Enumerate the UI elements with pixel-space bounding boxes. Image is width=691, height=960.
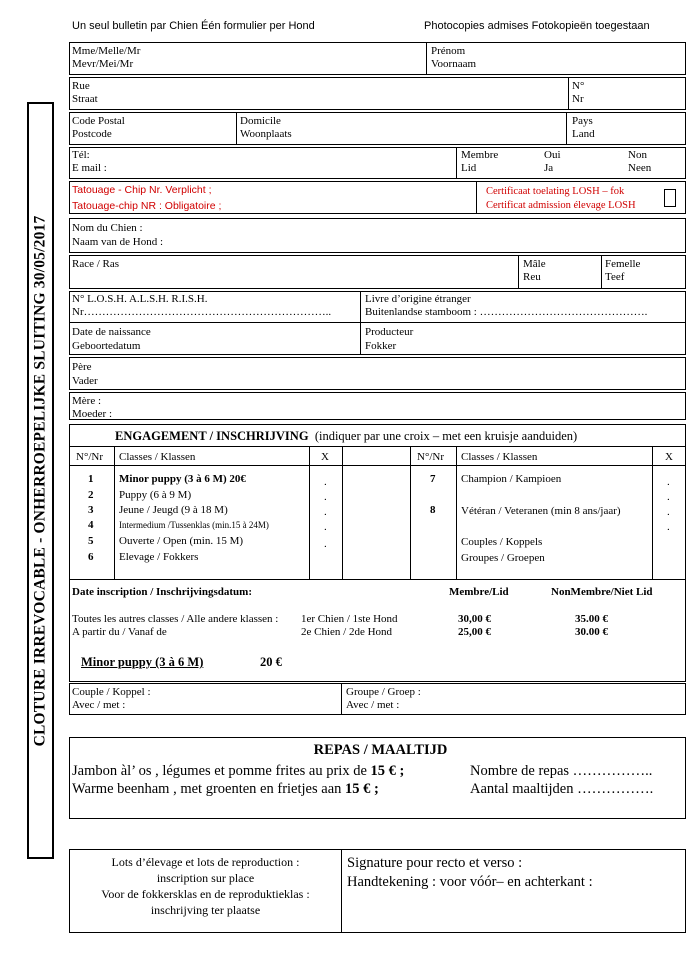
class-number: 7 — [430, 473, 436, 485]
male-label-nl: Reu — [523, 271, 541, 283]
member-label-fr: Membre — [461, 149, 499, 161]
divider — [456, 447, 457, 580]
engagement-subtitle: (indiquer par une croix – met een kruisje aanduiden) — [314, 429, 578, 443]
select-mark[interactable]: . — [667, 476, 670, 488]
header-right: Photocopies admises Fotokopieën toegestaan — [424, 20, 650, 32]
mother-field[interactable] — [69, 392, 686, 420]
postal-label-nl: Postcode — [72, 128, 112, 140]
certificate-label-2: Certificat admission élevage LOSH — [486, 200, 636, 211]
meal-price-nl: 15 € ; — [345, 781, 379, 797]
select-mark[interactable]: . — [324, 491, 327, 503]
col-x-left: X — [321, 451, 329, 463]
contact-field[interactable] — [69, 147, 457, 179]
race-label: Race / Ras — [72, 258, 120, 270]
nonmember-price-heading: NonMembre/Niet Lid — [551, 586, 653, 598]
class-number: 4 — [88, 519, 94, 531]
member-price-heading: Membre/Lid — [449, 586, 509, 598]
tel-label: Tél: — [72, 149, 90, 161]
price-row2-label: A partir du / Vanaf de — [72, 626, 167, 638]
class-number: 1 — [88, 473, 94, 485]
female-label-fr: Femelle — [605, 258, 641, 270]
class-number: 5 — [88, 535, 94, 547]
select-mark[interactable]: . — [324, 476, 327, 488]
class-couples: Couples / Koppels — [461, 536, 543, 548]
firstname-label-fr: Prénom — [431, 45, 466, 57]
father-field[interactable] — [69, 357, 686, 390]
street-label-nl: Straat — [72, 93, 98, 105]
engagement-title: ENGAGEMENT / INSCHRIJVING — [115, 429, 309, 443]
lots-line-1: Lots d’élevage et lots de reproduction : — [111, 855, 300, 869]
col-classes-right: Classes / Klassen — [461, 451, 538, 463]
divider — [342, 447, 343, 580]
race-field[interactable] — [69, 255, 519, 289]
country-label-nl: Land — [572, 128, 595, 140]
dog-name-label-fr: Nom du Chien : — [72, 222, 143, 234]
col-classes-left: Classes / Klassen — [119, 451, 196, 463]
select-mark[interactable]: . — [324, 521, 327, 533]
birth-label-fr: Date de naissance — [72, 326, 151, 338]
col-nr-left: N°/Nr — [76, 451, 104, 463]
divider — [652, 447, 653, 580]
postal-label-fr: Code Postal — [72, 115, 125, 127]
class-breeding: Elevage / Fokkers — [119, 551, 199, 563]
price-row2-member: 25,00 € — [458, 626, 491, 638]
col-x-right: X — [665, 451, 673, 463]
class-open: Ouverte / Open (min. 15 M) — [119, 535, 244, 547]
male-label-fr: Mâle — [523, 258, 546, 270]
chip-label-1: Tatouage - Chip Nr. Verplicht ; — [72, 184, 212, 196]
select-mark[interactable]: . — [667, 491, 670, 503]
street-label-fr: Rue — [72, 80, 90, 92]
registration-label: N° L.O.S.H. A.L.S.H. R.I.S.H. — [72, 293, 208, 305]
header-left: Un seul bulletin par Chien Één formulier per Hond — [72, 20, 315, 32]
city-label-fr: Domicile — [240, 115, 281, 127]
class-champion: Champion / Kampioen — [461, 473, 562, 485]
member-label-nl: Lid — [461, 162, 477, 174]
select-mark[interactable]: . — [667, 506, 670, 518]
divider — [69, 446, 686, 447]
price-row2-nonmember: 30.00 € — [575, 626, 608, 638]
price-row1-label: Toutes les autres classes / Alle andere klassen : — [72, 613, 279, 625]
couple-label: Couple / Koppel : — [72, 686, 151, 698]
country-label-fr: Pays — [572, 115, 593, 127]
origin-label-fr: Livre d’origine étranger — [365, 293, 471, 305]
origin-label-nl: Buitenlandse stamboom : ………………………………………. — [365, 306, 648, 318]
email-label: E mail : — [72, 162, 107, 174]
class-intermediate: Intermedium /Tussenklas (min.15 à 24M) — [119, 520, 269, 530]
divider — [410, 447, 411, 580]
meal-text-nl: Warme beenham , met groenten en frietjes aan — [72, 781, 346, 797]
title-label-fr: Mme/Melle/Mr — [72, 45, 141, 57]
minor-puppy-label: Minor puppy (3 à 6 M) — [81, 655, 204, 669]
lots-line-4: inschrijving ter plaatse — [150, 903, 261, 917]
divider — [69, 465, 686, 466]
member-yes-fr[interactable]: Oui — [544, 149, 561, 161]
meal-count-nl[interactable]: Aantal maaltijden ……………. — [470, 781, 654, 797]
registration-dots: Nr………………………………………………………….. — [72, 306, 332, 318]
lots-line-3: Voor de fokkersklas en de reproduktieklas : — [101, 887, 310, 901]
class-number: 3 — [88, 504, 94, 516]
mother-label-fr: Mère : — [72, 395, 102, 407]
meal-line-nl — [72, 781, 379, 798]
signature-label-fr: Signature pour recto et verso : — [347, 855, 523, 871]
date-inscription-label[interactable]: Date inscription / Inschrijvingsdatum: — [72, 586, 252, 598]
price-row1-member: 30,00 € — [458, 613, 491, 625]
select-mark[interactable]: . — [324, 538, 327, 550]
select-mark[interactable]: . — [667, 521, 670, 533]
member-no-fr[interactable]: Non — [628, 149, 647, 161]
class-number: 2 — [88, 489, 94, 501]
class-minor-puppy: Minor puppy (3 à 6 M) 20€ — [119, 473, 246, 485]
firstname-label-nl: Voornaam — [431, 58, 477, 70]
chip-label-2: Tatouage-chip NR : Obligatoire ; — [72, 200, 222, 212]
class-number: 6 — [88, 551, 94, 563]
mother-label-nl: Moeder : — [72, 408, 113, 419]
certificate-checkbox[interactable] — [664, 189, 676, 207]
signature-label-nl: Handtekening : voor vóór– en achterkant : — [347, 874, 593, 890]
birth-label-nl: Geboortedatum — [72, 340, 141, 352]
city-label-nl: Woonplaats — [240, 128, 292, 140]
female-label-nl: Teef — [605, 271, 625, 283]
member-no-nl[interactable]: Neen — [628, 162, 652, 174]
member-yes-nl[interactable]: Ja — [544, 162, 554, 174]
class-groups: Groupes / Groepen — [461, 552, 545, 564]
meal-count-fr[interactable]: Nombre de repas …………….. — [470, 763, 653, 779]
house-number-field[interactable] — [568, 77, 686, 110]
class-puppy: Puppy (6 à 9 M) — [119, 489, 192, 501]
nr-label-fr: N° — [572, 80, 585, 92]
dog-name-label-nl: Naam van de Hond : — [72, 236, 164, 248]
class-junior: Jeune / Jeugd (9 à 18 M) — [119, 504, 228, 516]
engagement-heading — [115, 429, 577, 444]
title-label-nl: Mevr/Mei/Mr — [72, 58, 134, 70]
breeder-label-fr: Producteur — [365, 326, 414, 338]
side-label: CLOTURE IRREVOCABLE - ONHERROEPELIJKE SLUITING 30/05/2017 — [31, 215, 49, 746]
divider — [114, 447, 115, 580]
class-number: 8 — [430, 504, 436, 516]
breeder-label-nl: Fokker — [365, 340, 397, 352]
meal-text-fr: Jambon àl’ os , légumes et pomme frites au prix de — [72, 763, 371, 779]
minor-puppy-price: 20 € — [260, 655, 282, 669]
class-veteran: Vétéran / Veteranen (min 8 ans/jaar) — [461, 505, 621, 517]
meal-title: REPAS / MAALTIJD — [313, 742, 448, 758]
price-row1-dog: 1er Chien / 1ste Hond — [301, 613, 398, 625]
divider — [309, 447, 310, 580]
couple-with-label: Avec / met : — [72, 699, 126, 711]
certificate-label-1: Certificaat toelating LOSH – fok — [486, 186, 625, 197]
group-with-label: Avec / met : — [346, 699, 400, 711]
father-label-fr: Père — [72, 361, 92, 373]
father-label-nl: Vader — [72, 375, 98, 387]
group-label: Groupe / Groep : — [346, 686, 421, 698]
nr-label-nl: Nr — [572, 93, 584, 105]
price-row2-dog: 2e Chien / 2de Hond — [301, 626, 393, 638]
lots-line-2: inscription sur place — [156, 871, 255, 885]
street-field[interactable] — [69, 77, 569, 110]
meal-line-fr — [72, 763, 404, 780]
meal-price-fr: 15 € ; — [370, 763, 405, 779]
select-mark[interactable]: . — [324, 506, 327, 518]
price-row1-nonmember: 35.00 € — [575, 613, 608, 625]
col-nr-right: N°/Nr — [417, 451, 445, 463]
